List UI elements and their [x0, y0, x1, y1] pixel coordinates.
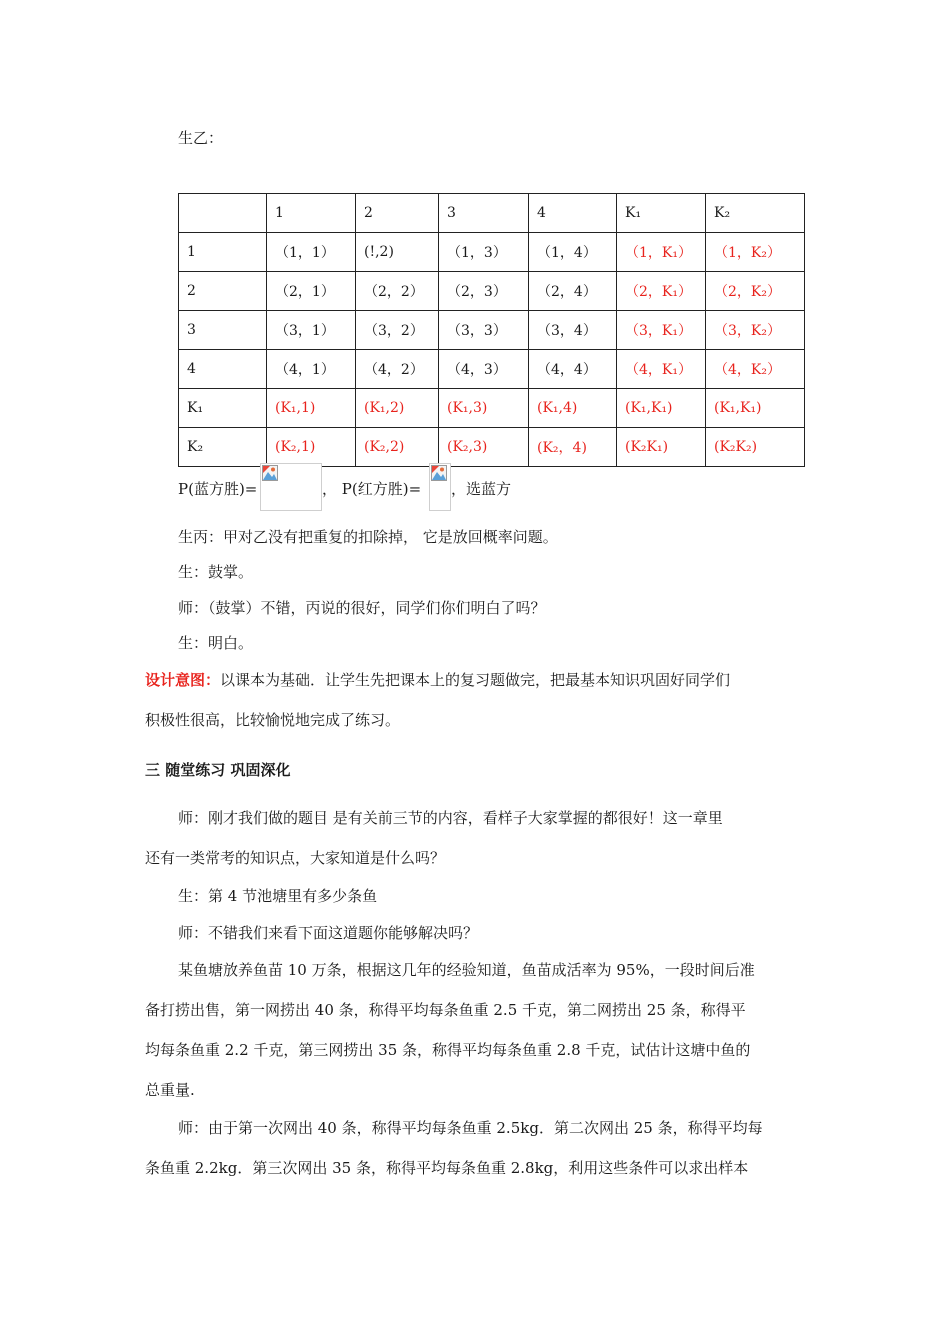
design-intent-text: 以课本为基础．让学生先把课本上的复习题做完，把最基本知识巩固好同学们: [220, 671, 731, 689]
table-cell: (K₂K₁): [617, 428, 706, 467]
outcome-table: [178, 193, 805, 467]
table-header-cell: 1: [267, 194, 356, 233]
table-cell: (!,2): [356, 233, 439, 272]
table-cell: K₂: [179, 428, 267, 467]
problem-text: 备打捞出售，第一网捞出 40 条，称得平均每条鱼重 2.5 千克，第二网捞出 25 条，称得平: [145, 1001, 746, 1019]
design-intent-label: 设计意图：: [145, 671, 221, 689]
paragraph: 积极性很高，比较愉悦地完成了练习。: [145, 711, 401, 729]
table-cell: （1，K₂）: [706, 233, 805, 272]
paragraph: 还有一类常考的知识点，大家知道是什么吗？: [145, 849, 446, 867]
table-cell: （4，1）: [267, 350, 356, 389]
table-row: [179, 233, 805, 272]
table-cell: (K₂,3): [439, 428, 529, 467]
table-cell: （3，3）: [439, 311, 529, 350]
problem-text: 均每条鱼重 2.2 千克，第三网捞出 35 条，称得平均每条鱼重 2.8 千克，试估计这塘中鱼的: [145, 1041, 751, 1059]
table-row: [179, 350, 805, 389]
table-cell: （1，K₁）: [617, 233, 706, 272]
table-cell: （1，4）: [529, 233, 617, 272]
paragraph: 师：（鼓掌）不错，丙说的很好，同学们你们明白了吗？: [178, 599, 546, 617]
table-cell: (K₂,2): [356, 428, 439, 467]
table-cell: （2，2）: [356, 272, 439, 311]
table-cell: （1，3）: [439, 233, 529, 272]
intro-label: 生乙：: [178, 129, 224, 147]
broken-image-icon: [431, 465, 447, 481]
table-cell: (K₁,1): [267, 389, 356, 428]
table-cell: (K₂，4): [529, 428, 617, 467]
prob-red-label: ， P(红方胜)=: [322, 480, 422, 498]
table-cell: 3: [179, 311, 267, 350]
prob-blue-label: P(蓝方胜)=: [178, 480, 258, 498]
paragraph: 师：刚才我们做的题目 是有关前三节的内容，看样子大家掌握的都很好！这一章里: [178, 809, 723, 827]
table-cell: （2，1）: [267, 272, 356, 311]
table-cell: （3，K₁）: [617, 311, 706, 350]
table-cell: (K₁,K₁): [706, 389, 805, 428]
table-cell: （2，K₂）: [706, 272, 805, 311]
table-cell: （3，K₂）: [706, 311, 805, 350]
broken-image-icon: [262, 465, 278, 481]
table-row: [179, 311, 805, 350]
table-header-cell: 2: [356, 194, 439, 233]
choose-blue-text: ，选蓝方: [451, 480, 512, 498]
section-heading: 三 随堂练习 巩固深化: [145, 761, 291, 779]
table-cell: (K₁,3): [439, 389, 529, 428]
table-cell: (K₁,2): [356, 389, 439, 428]
table-header-cell: 3: [439, 194, 529, 233]
table-cell: (K₂K₂): [706, 428, 805, 467]
table-cell: （3，2）: [356, 311, 439, 350]
problem-text: 总重量.: [145, 1081, 195, 1099]
problem-text: 某鱼塘放养鱼苗 10 万条，根据这几年的经验知道，鱼苗成活率为 95%，一段时间后准: [178, 961, 755, 979]
formula-image-placeholder: [260, 463, 322, 511]
table-row: [179, 389, 805, 428]
paragraph: 师：不错我们来看下面这道题你能够解决吗？: [178, 924, 479, 942]
table-cell: （1，1）: [267, 233, 356, 272]
table-cell: (K₁,4): [529, 389, 617, 428]
table-cell: 4: [179, 350, 267, 389]
paragraph: 条鱼重 2.2kg．第三次网出 35 条，称得平均每条鱼重 2.8kg，利用这些条件可以求出样本: [145, 1159, 749, 1177]
table-cell: （2，3）: [439, 272, 529, 311]
table-cell: 2: [179, 272, 267, 311]
table-cell: （3，4）: [529, 311, 617, 350]
table-row: [179, 428, 805, 467]
table-cell: （4，K₁）: [617, 350, 706, 389]
table-cell: (K₁,K₁): [617, 389, 706, 428]
table-cell: （4，3）: [439, 350, 529, 389]
table-header-row: [179, 194, 805, 233]
table-cell: 1: [179, 233, 267, 272]
table-header-cell: 4: [529, 194, 617, 233]
design-intent: [145, 670, 730, 690]
table-cell: （4，4）: [529, 350, 617, 389]
table-header-cell: K₁: [617, 194, 706, 233]
table-cell: （4，2）: [356, 350, 439, 389]
paragraph: 生丙：甲对乙没有把重复的扣除掉， 它是放回概率问题。: [178, 528, 558, 546]
paragraph: 生：明白。: [178, 634, 254, 652]
table-header-cell: [179, 194, 267, 233]
table-cell: （3，1）: [267, 311, 356, 350]
formula-image-placeholder: [429, 463, 451, 511]
paragraph: 生：第 4 节池塘里有多少条鱼: [178, 887, 378, 905]
table-cell: K₁: [179, 389, 267, 428]
table-row: [179, 272, 805, 311]
paragraph: 师：由于第一次网出 40 条，称得平均每条鱼重 2.5kg．第二次网出 25 条，称得平均每: [178, 1119, 763, 1137]
table-cell: （2，K₁）: [617, 272, 706, 311]
table-cell: (K₂,1): [267, 428, 356, 467]
table-header-cell: K₂: [706, 194, 805, 233]
table-cell: （4，K₂）: [706, 350, 805, 389]
table-cell: （2，4）: [529, 272, 617, 311]
paragraph: 生：鼓掌。: [178, 563, 254, 581]
